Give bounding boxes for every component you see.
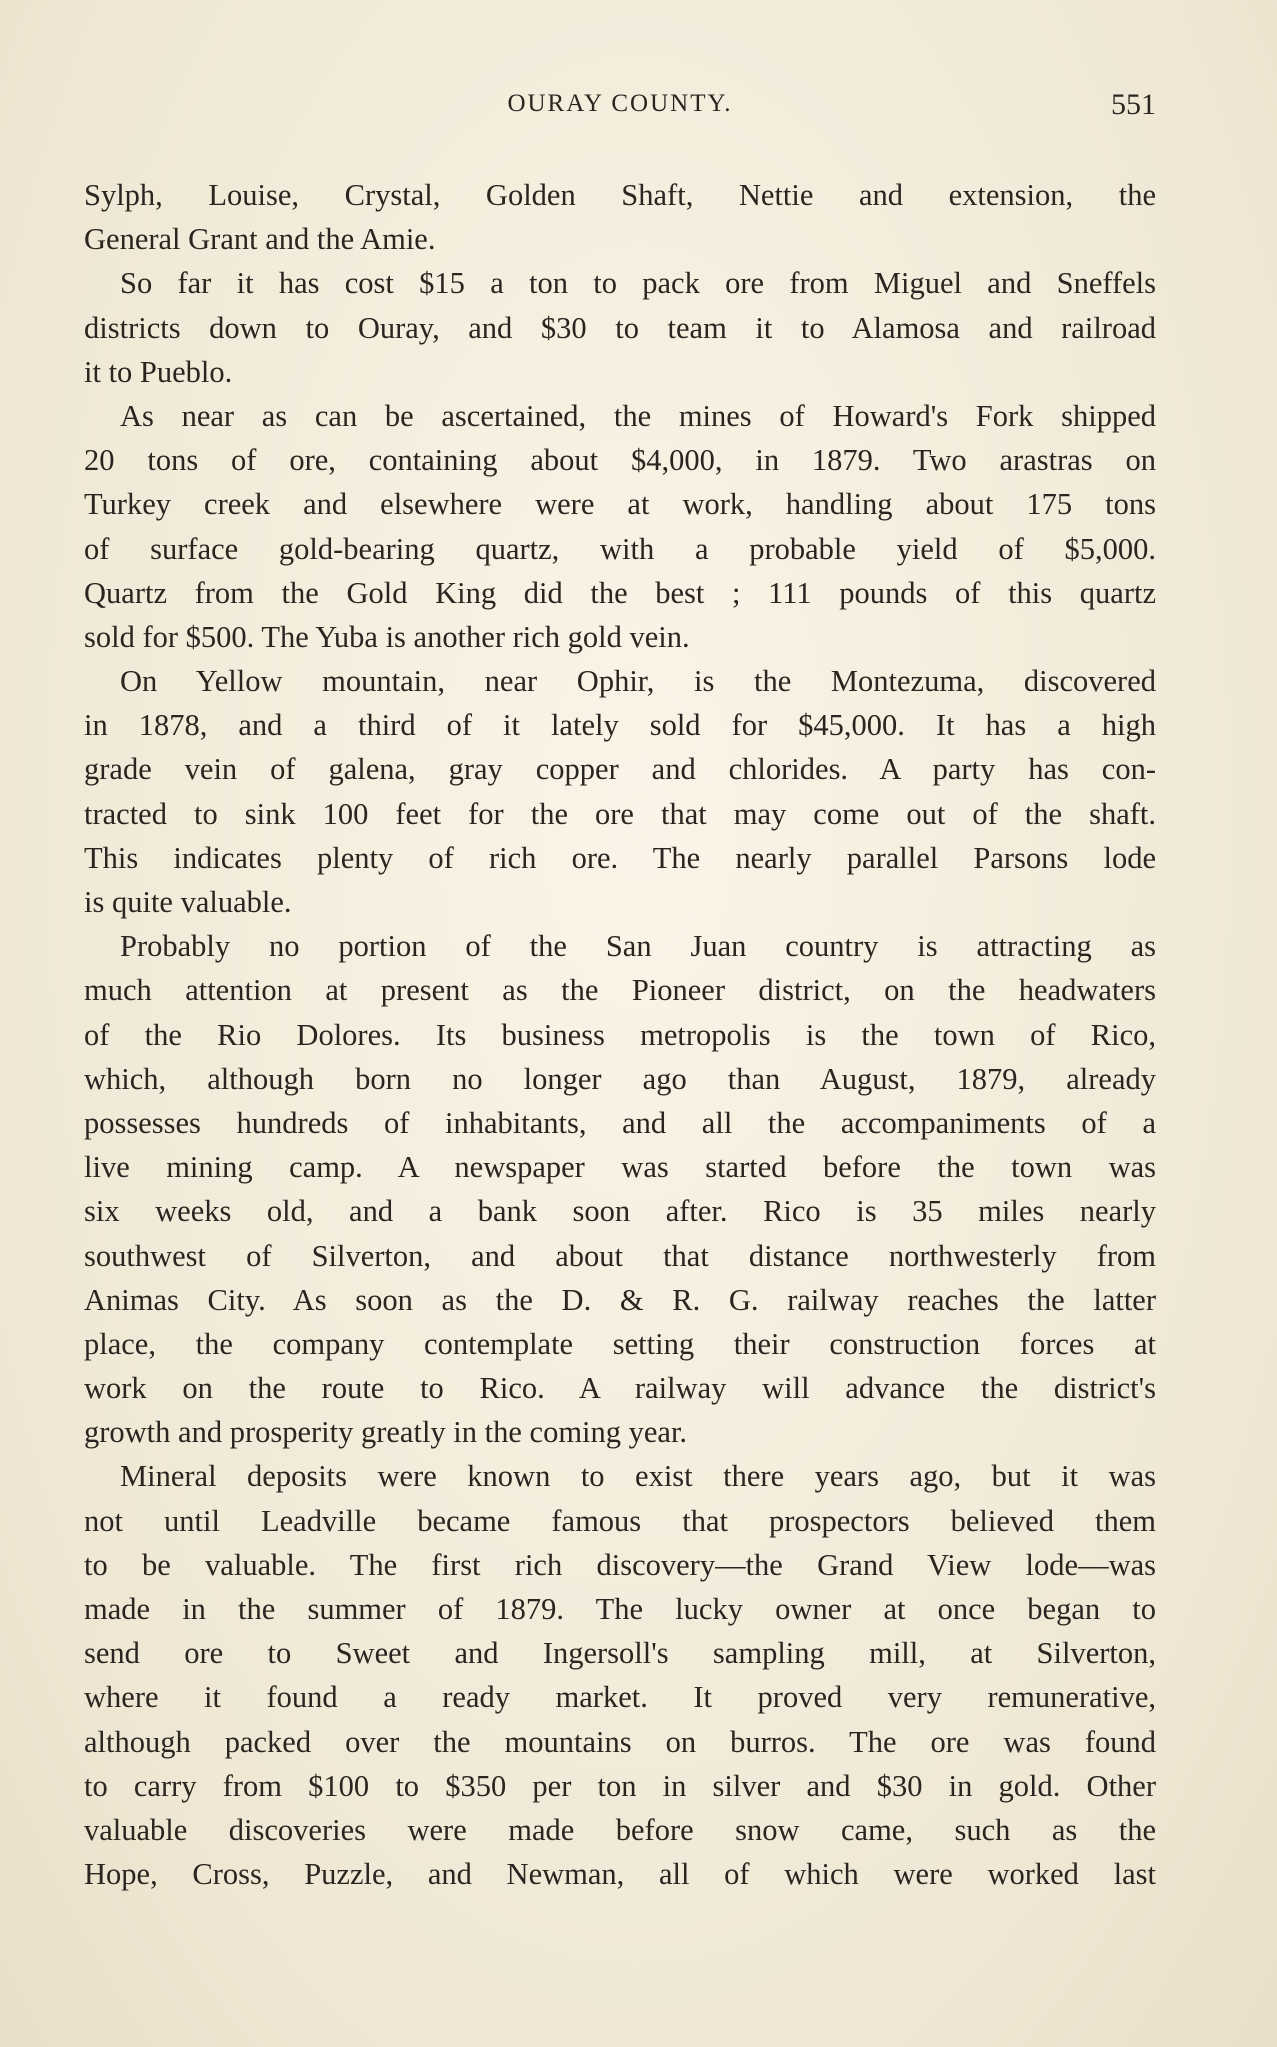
text-line: possesses hundreds of inhabitants, and all the accompaniments of a	[84, 1105, 1156, 1140]
text-line: six weeks old, and a bank soon after. Rico is 35 miles nearly	[84, 1194, 1156, 1229]
text-line: Quartz from the Gold King did the best ; 111 pounds of this quartz	[84, 575, 1156, 610]
text-line: tracted to sink 100 feet for the ore that may come out of the shaft.	[84, 796, 1156, 831]
text-line: grade vein of galena, gray copper and chlorides. A party has con-	[84, 752, 1156, 787]
text-line: districts down to Ouray, and $30 to team it to Alamosa and railroad	[84, 310, 1156, 345]
page-number: 551	[1111, 88, 1156, 121]
text-line: Sylph, Louise, Crystal, Golden Shaft, Nettie and extension, the	[84, 178, 1156, 212]
text-line: not until Leadville became famous that prospectors believed them	[84, 1503, 1156, 1538]
text-line: growth and prosperity greatly in the coming year.	[84, 1415, 688, 1450]
text-line: So far it has cost $15 a ton to pack ore from Miguel and Sneffels	[120, 266, 1156, 301]
text-line: 20 tons of ore, containing about $4,000, in 1879. Two arastras on	[84, 443, 1156, 478]
running-title: OURAY COUNTY.	[507, 90, 733, 117]
text-line: Turkey creek and elsewhere were at work, handling about 175 tons	[84, 487, 1156, 522]
text-line: send ore to Sweet and Ingersoll's sampling mill, at Silverton,	[84, 1636, 1156, 1671]
text-line: southwest of Silverton, and about that distance northwesterly from	[84, 1238, 1156, 1273]
text-line: in 1878, and a third of it lately sold for $45,000. It has a high	[84, 708, 1156, 743]
text-line: valuable discoveries were made before snow came, such as the	[84, 1812, 1156, 1847]
text-line: of the Rio Dolores. Its business metropolis is the town of Rico,	[84, 1017, 1156, 1052]
text-line: General Grant and the Amie.	[84, 222, 436, 257]
text-line: much attention at present as the Pioneer district, on the headwaters	[84, 973, 1156, 1008]
text-line: This indicates plenty of rich ore. The nearly parallel Parsons lode	[84, 840, 1156, 875]
text-line: although packed over the mountains on burros. The ore was found	[84, 1724, 1156, 1759]
text-line: live mining camp. A newspaper was started before the town was	[84, 1150, 1156, 1185]
body-text	[84, 173, 1156, 1896]
text-line: work on the route to Rico. A railway will advance the district's	[84, 1371, 1156, 1406]
text-line: where it found a ready market. It proved very remunerative,	[84, 1680, 1156, 1715]
text-line: to carry from $100 to $350 per ton in silver and $30 in gold. Other	[84, 1768, 1156, 1803]
text-line: is quite valuable.	[84, 885, 292, 919]
text-line: Mineral deposits were known to exist there years ago, but it was	[120, 1459, 1156, 1494]
text-line: Probably no portion of the San Juan country is attracting as	[120, 929, 1156, 964]
running-head	[84, 88, 1156, 124]
text-line: On Yellow mountain, near Ophir, is the Montezuma, discovered	[120, 664, 1156, 699]
text-line: Animas City. As soon as the D. & R. G. railway reaches the latter	[84, 1282, 1156, 1317]
text-line: place, the company contemplate setting their construction forces at	[84, 1326, 1156, 1361]
text-line: made in the summer of 1879. The lucky owner at once began to	[84, 1592, 1156, 1626]
text-line: As near as can be ascertained, the mines of Howard's Fork shipped	[120, 398, 1156, 433]
text-line: it to Pueblo.	[84, 354, 233, 389]
text-line: sold for $500. The Yuba is another rich gold vein.	[84, 619, 690, 654]
text-line: of surface gold-bearing quartz, with a probable yield of $5,000.	[84, 531, 1156, 566]
text-line: to be valuable. The first rich discovery—the Grand View lode—was	[84, 1547, 1156, 1582]
text-line: Hope, Cross, Puzzle, and Newman, all of which were worked last	[84, 1857, 1156, 1892]
text-line: which, although born no longer ago than August, 1879, already	[84, 1061, 1156, 1096]
